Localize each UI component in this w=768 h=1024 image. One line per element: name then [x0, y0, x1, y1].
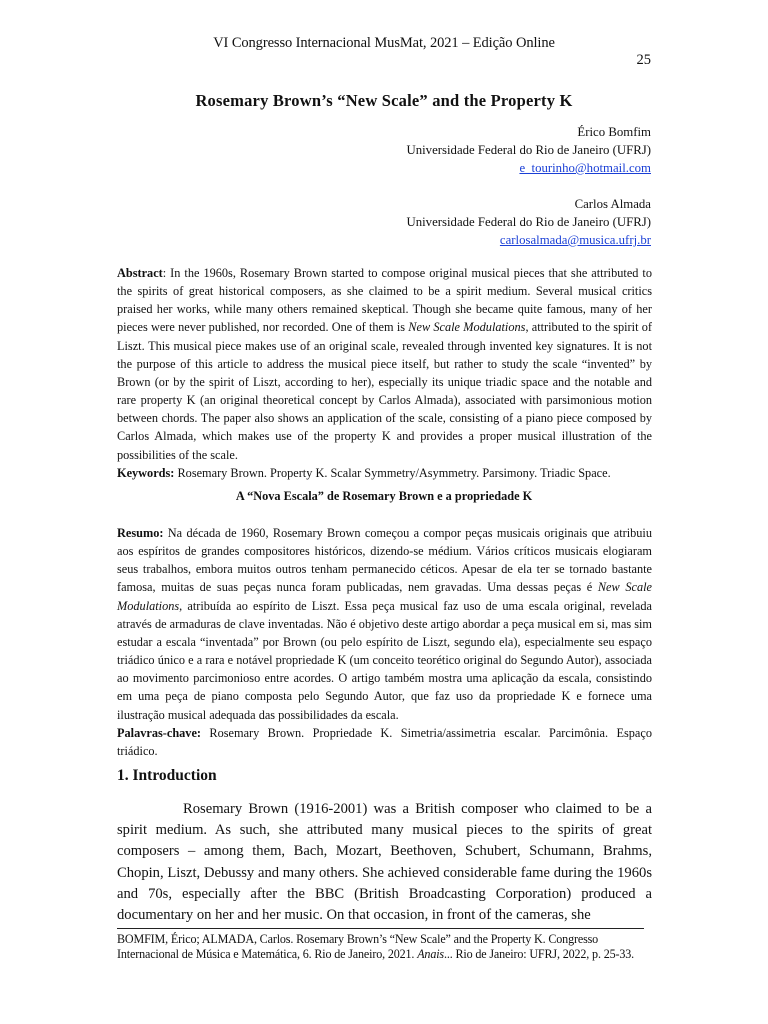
abstract-text: , attributed to the spirit of Liszt. This musical piece makes use of an original scale, revealed through invented key signatures. It is not the purpose of this article to address the musical piece itself, but rather to study the scale “invented” by Brown (or by the spirit of Liszt, according to her), especially its unique triadic space and the notable and rare property K (an original theoretical concept by Carlos Almada), associated with parsimonious motion between chords. The paper also shows an application of the scale, consisting of a piano piece composed by Carlos Almada, which makes use of the property K and provides a proper musical illustration of the possibilities of the scale.	[117, 320, 652, 462]
abstract-italic-title: New Scale Modulations	[408, 320, 526, 335]
citation-line: BOMFIM, Érico; ALMADA, Carlos. Rosemary Brown’s “New Scale” and the Property K. Congresso	[117, 932, 599, 946]
author-affiliation: Universidade Federal do Rio de Janeiro (UFRJ)	[406, 143, 651, 157]
abstract-paragraph	[117, 264, 652, 464]
palavras-chave-line	[117, 724, 652, 760]
citation-italic: Anais	[417, 946, 444, 961]
resumo	[117, 524, 652, 760]
running-header: VI Congresso Internacional MusMat, 2021 – Edição Online	[213, 35, 555, 51]
resumo-text: Na década de 1960, Rosemary Brown começou a compor peças musicais originais que atribuiu aos espíritos de grandes compositores históricos, dizendo-se médium. Vários críticos musicais elogiaram seus trabalhos, embora muitos outros tenham permanecido céticos. Apesar de ela ter se tornado bastante famosa, muitas de suas peças nunca foram publicadas, nem gravadas. Uma dessas peças é	[117, 526, 652, 595]
palavras-chave-text: Rosemary Brown. Propriedade K. Simetria/assimetria escalar. Parcimônia. Espaço triádico.	[117, 725, 652, 758]
portuguese-title: A “Nova Escala” de Rosemary Brown e a propriedade K	[235, 489, 533, 503]
citation-footer	[117, 932, 657, 962]
citation-text: Internacional de Música e Matemática, 6. Rio de Janeiro, 2021.	[117, 946, 418, 961]
author-email-link[interactable]: e_tourinho@hotmail.com	[519, 161, 651, 175]
citation-text: ... Rio de Janeiro: UFRJ, 2022, p. 25-33.	[444, 946, 635, 961]
author-name: Érico Bomfim	[577, 125, 651, 139]
citation-line	[117, 947, 657, 962]
resumo-label: Resumo:	[117, 526, 164, 540]
author-affiliation: Universidade Federal do Rio de Janeiro (UFRJ)	[406, 215, 651, 229]
palavras-chave-label: Palavras-chave:	[117, 725, 202, 740]
resumo-text: , atribuída ao espírito de Liszt. Essa peça musical faz uso de uma escala original, revelada através de armaduras de clave inventadas. Não é objetivo deste artigo abordar a peça musical em si, mas sim estudar a escala “inventada” por Brown (ou pelo espírito de Liszt, segundo ela), especialmente seu espaço triádico único e a rara e notável propriedade K (um conceito teorético original do Segundo Autor), associada ao movimento parcimonioso entre acordes. O artigo também mostra uma aplicação da escala, consistindo em uma peça de piano composta pelo Segundo Autor, que faz uso da propriedade K e fornece uma ilustração musical adequada das possibilidades da escala.	[117, 598, 652, 722]
abstract	[117, 264, 652, 482]
abstract-label: Abstract	[117, 266, 163, 280]
abstract-text: : In the 1960s, Rosemary Brown started to compose original musical pieces that she attributed to the spirits of great historical composers, as she claimed to be a spirit medium. Several musical critics praised her works, while many others remained skeptical. Though she became quite famous, many of her pieces were never published, nor recorded. One of them is	[117, 266, 652, 335]
paper-title: Rosemary Brown’s “New Scale” and the Property K	[195, 91, 573, 110]
keywords-label: Keywords:	[117, 465, 175, 480]
page-number: 25	[636, 52, 651, 68]
body-text	[117, 799, 652, 926]
author-entry	[406, 195, 651, 249]
resumo-paragraph	[117, 524, 652, 724]
body-paragraph: Rosemary Brown (1916-2001) was a British composer who claimed to be a spirit medium. As such, she attributed many musical pieces to the spirits of great composers – among them, Bach, Mozart, Beethoven, Schubert, Schumann, Brahms, Chopin, Liszt, Debussy and many others. She achieved considerable fame during the 1960s and 70s, especially after the BBC (British Broadcasting Corporation) produced a documentary on her and her music. On that occasion, in front of the cameras, she	[117, 801, 652, 924]
section-heading: 1. Introduction	[117, 767, 217, 784]
keywords-line	[117, 464, 652, 482]
author-email-link[interactable]: carlosalmada@musica.ufrj.br	[499, 233, 651, 247]
footer-divider	[117, 928, 644, 929]
keywords-text: Rosemary Brown. Property K. Scalar Symmetry/Asymmetry. Parsimony. Triadic Space.	[174, 465, 611, 480]
resumo-italic-title: New Scale Modulations	[117, 580, 652, 613]
author-entry	[406, 123, 651, 177]
author-name: Carlos Almada	[574, 197, 651, 211]
author-list	[406, 123, 651, 249]
